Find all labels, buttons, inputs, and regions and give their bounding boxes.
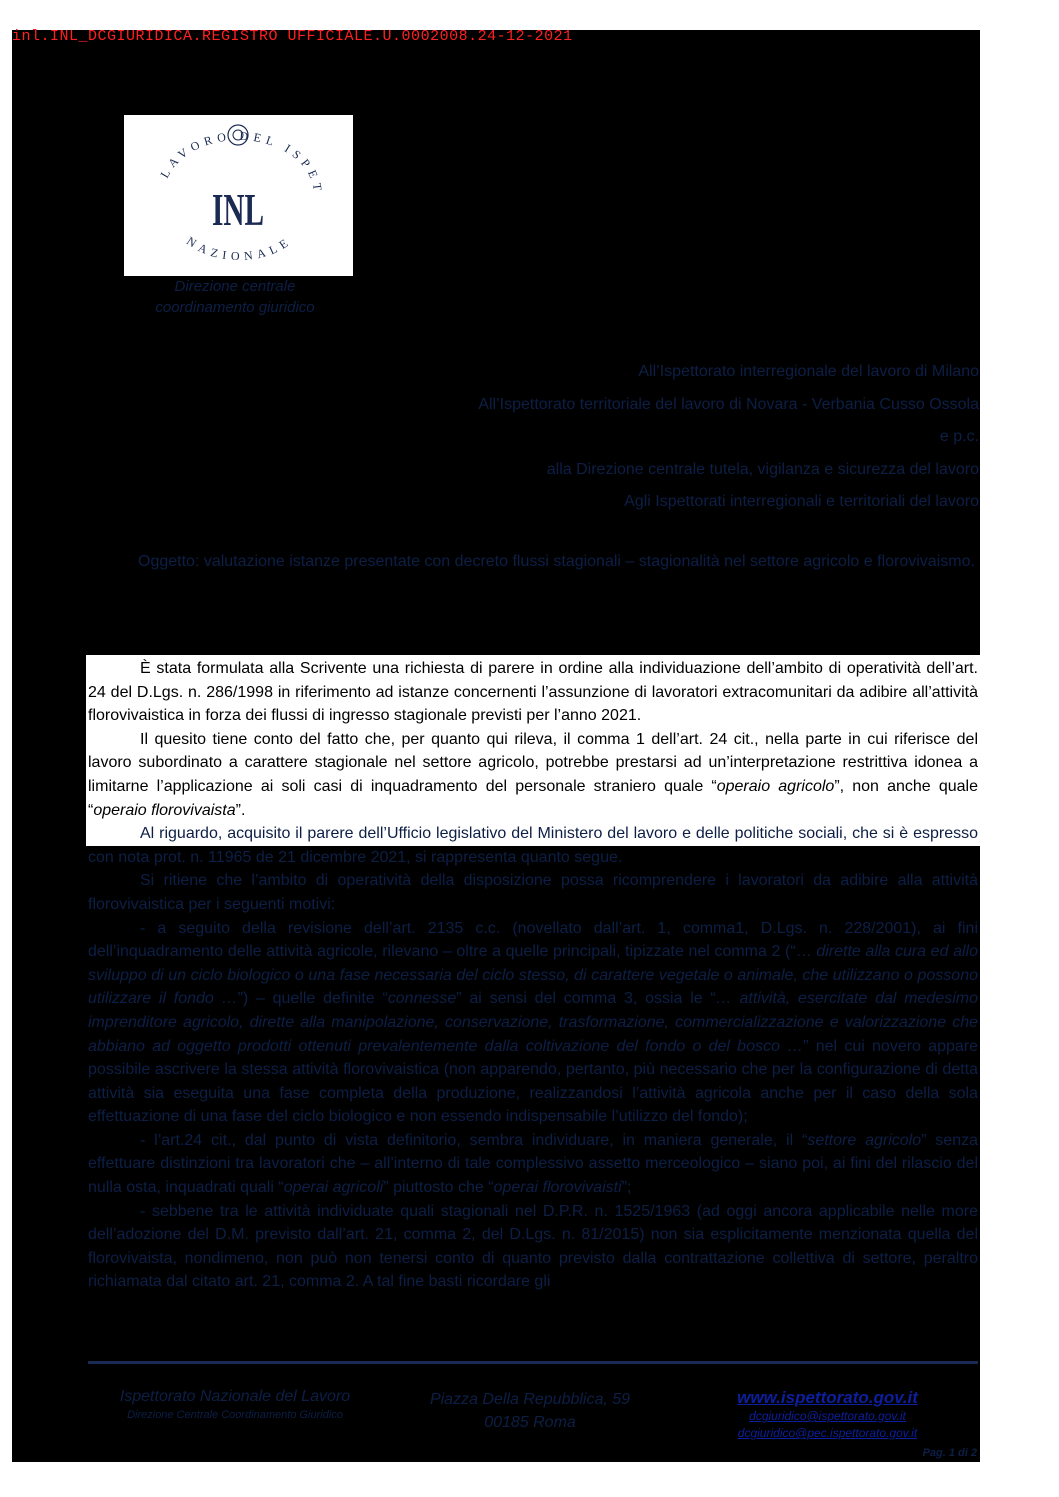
footer-contacts	[720, 1388, 935, 1442]
paragraph: È stata formulata alla Scrivente una richiesta di parere in ordine alla individuazione dell’ambito di operatività dell’art. 24 del D.Lgs. n. 286/1998 in riferimento ad istanze concernenti l’assunzione di lavoratori extracomunitari da adibire all’attività florovivaistica in forza dei flussi di ingresso stagionale previsti per l’anno 2021.	[88, 660, 978, 725]
inl-logo	[124, 115, 353, 276]
recipient: All’Ispettorato interregionale del lavoro di Milano	[638, 363, 979, 380]
paragraph: - sebbene tra le attività individuate quali stagionali nel D.P.R. n. 1525/1963 (ad oggi ancora applicabile nelle more dell’adozione del D.M. previsto dall’art. 21, comma 2, del D.Lgs. n. 81/2015) non sia esplicitamente menzionata quella del florovivaista, nondimeno, non può non tenersi conto di quanto previsto dalla contrattazione collettiva di settore, peraltro richiamata dal citato art. 21, comma 2. A tal fine basti ricordare gli	[88, 1202, 978, 1291]
recipients-block	[478, 356, 979, 519]
recipient: alla Direzione centrale tutela, vigilanza e sicurezza del lavoro	[546, 460, 979, 478]
svg-text:NAZIONALE: NAZIONALE	[184, 233, 295, 264]
paragraph: Il quesito tiene conto del fatto che, per quanto qui rileva, il comma 1 dell’art. 24 cit., nella parte in cui riferisce del lavoro subordinato a carattere stagionale nel settore agricolo, potrebbe prestarsi ad un’interpretazione restrittiva idonea a limitarne l’applicazione ai soli casi di inquadramento del personale straniero quale “operaio agricolo”, non anche quale “operaio florovivaista”.	[88, 730, 979, 819]
page-number: Pag. 1 di 2	[922, 1447, 977, 1459]
letter-body	[88, 657, 978, 1294]
recipient: e p.c.	[939, 428, 979, 445]
paragraph: - a seguito della revisione dell’art. 2135 c.c. (novellato dall’art. 1, comma1, D.Lgs. n. 228/2001), ai fini dell’inquadramento delle attività agricole, rilevano – oltre a quelle principali, tipizzate nel comma 2 (“… dirette alla cura ed allo sviluppo di un ciclo biologico o una fase necessaria del ciclo stesso, di carattere vegetale o animale, che utilizzano o possono utilizzare il fondo …”) – quelle definite “connesse” ai sensi del comma 3, ossia le “… attività, esercitate dal medesimo imprenditore agricolo, dirette alla manipolazione, conservazione, trasformazione, commercializzazione e valorizzazione che abbiano ad oggetto prodotti ottenuti prevalentemente dalla coltivazione del fondo o del bosco …” nel cui novero appare possibile ascrivere la stessa attività florovivaistica (non apparendo, pertanto, più necessario che per la configurazione di detta attività sia eseguita una fase completa della produzione, realizzandosi l’attività agricola anche per il caso della sola effettuazione di una fase del ciclo biologico e non essendo indispensabile l’utilizzo del fondo);	[88, 919, 979, 1126]
pec-email-link[interactable]: dcgiuridico@pec.ispettorato.gov.it	[737, 1426, 918, 1440]
email-link[interactable]: dcgiuridico@ispettorato.gov.it	[749, 1409, 906, 1423]
footer-address: Piazza Della Repubblica, 59 00185 Roma	[429, 1391, 631, 1431]
paragraph: - l’art.24 cit., dal punto di vista definitorio, sembra individuare, in maniera generale, il “settore agricolo” senza effettuare distinzioni tra lavoratori che – all’interno di tale complessivo assetto merceologico – siano poi, ai fini del rilascio del nulla osta, inquadrati quali “operai agricoli” piuttosto che “operai florovivaisti”;	[88, 1131, 978, 1197]
recipient: Agli Ispettorati interregionali e territoriali del lavoro	[624, 493, 979, 510]
website-link[interactable]: www.ispettorato.gov.it	[737, 1388, 918, 1407]
inl-monogram: INL	[212, 184, 264, 235]
paragraph: Si ritiene che l’ambito di operatività della disposizione possa ricomprendere i lavoratori da adibire alla attività florovivaistica per i seguenti motivi:	[88, 872, 978, 913]
svg-text:LAVORO DEL ISPETTORATO: LAVORO DEL ISPET	[157, 128, 326, 197]
inl-seal-icon	[124, 115, 353, 276]
protocol-stamp: inl.INL_DCGIURIDICA.REGISTRO UFFICIALE.U.0002008.24-12-2021	[12, 28, 573, 45]
paragraph: Al riguardo, acquisito il parere dell’Ufficio legislativo del Ministero del lavoro e delle politiche sociali, che si è espresso con nota prot. n. 11965 de 21 dicembre 2021, si rappresenta quanto segue.	[88, 825, 978, 866]
footer-organization: Ispettorato Nazionale del Lavoro Direzione Centrale Coordinamento Giuridico	[119, 1388, 351, 1421]
subject-line: Oggetto: valutazione istanze presentate con decreto flussi stagionali – stagionalità nel settore agricolo e florovivaismo.	[138, 553, 975, 570]
department-name: Direzione centrale coordinamento giuridico	[155, 278, 315, 316]
recipient: All’Ispettorato territoriale del lavoro di Novara - Verbania Cusso Ossola	[478, 395, 979, 413]
footer-divider	[88, 1361, 978, 1364]
